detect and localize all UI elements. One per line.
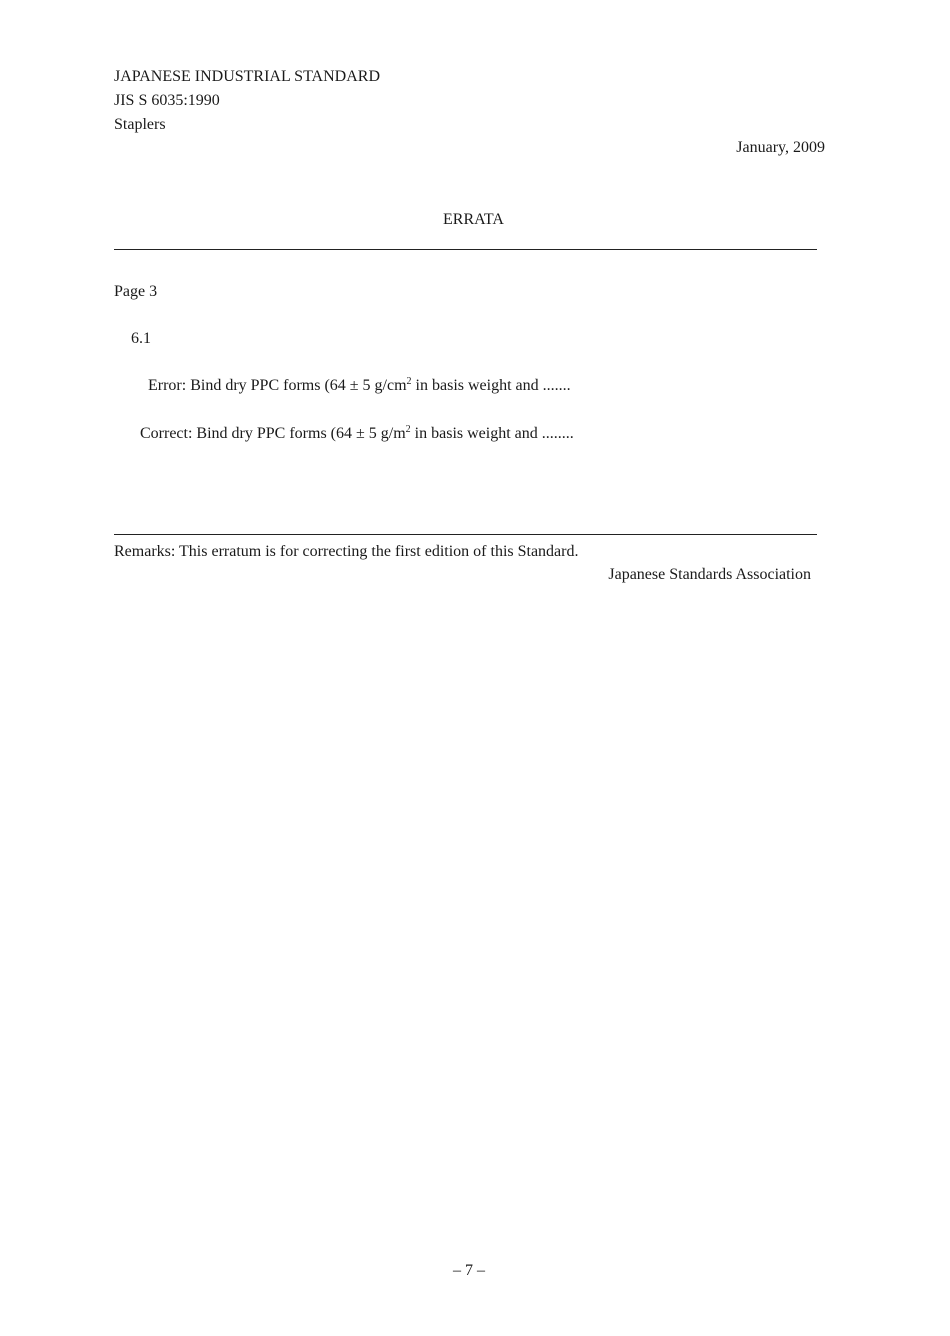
error-label: Error: <box>148 377 187 394</box>
error-superscript: 2 <box>406 376 412 387</box>
issue-date: January, 2009 <box>736 139 825 156</box>
correct-line <box>140 424 574 444</box>
error-line <box>148 376 571 396</box>
correct-text-end: in basis weight and ........ <box>410 425 574 442</box>
page-reference: Page 3 <box>114 283 158 300</box>
correct-superscript: 2 <box>405 424 411 435</box>
issuer-name: Japanese Standards Association <box>608 566 811 583</box>
standard-number: JIS S 6035:1990 <box>114 92 220 109</box>
correct-text: Bind dry PPC forms (64 ± 5 g/m <box>192 425 406 442</box>
correct-label: Correct: <box>140 425 193 442</box>
page-title: ERRATA <box>443 211 504 228</box>
remarks-divider <box>114 534 817 535</box>
standard-heading: JAPANESE INDUSTRIAL STANDARD <box>114 68 380 85</box>
title-divider <box>114 249 817 250</box>
page-number: – 7 – <box>453 1262 485 1279</box>
clause-number: 6.1 <box>131 330 151 347</box>
error-text: Bind dry PPC forms (64 ± 5 g/cm <box>186 377 407 394</box>
remarks-text: Remarks: This erratum is for correcting the first edition of this Standard. <box>114 543 579 560</box>
standard-subject: Staplers <box>114 116 166 133</box>
error-text-end: in basis weight and ....... <box>411 377 571 394</box>
